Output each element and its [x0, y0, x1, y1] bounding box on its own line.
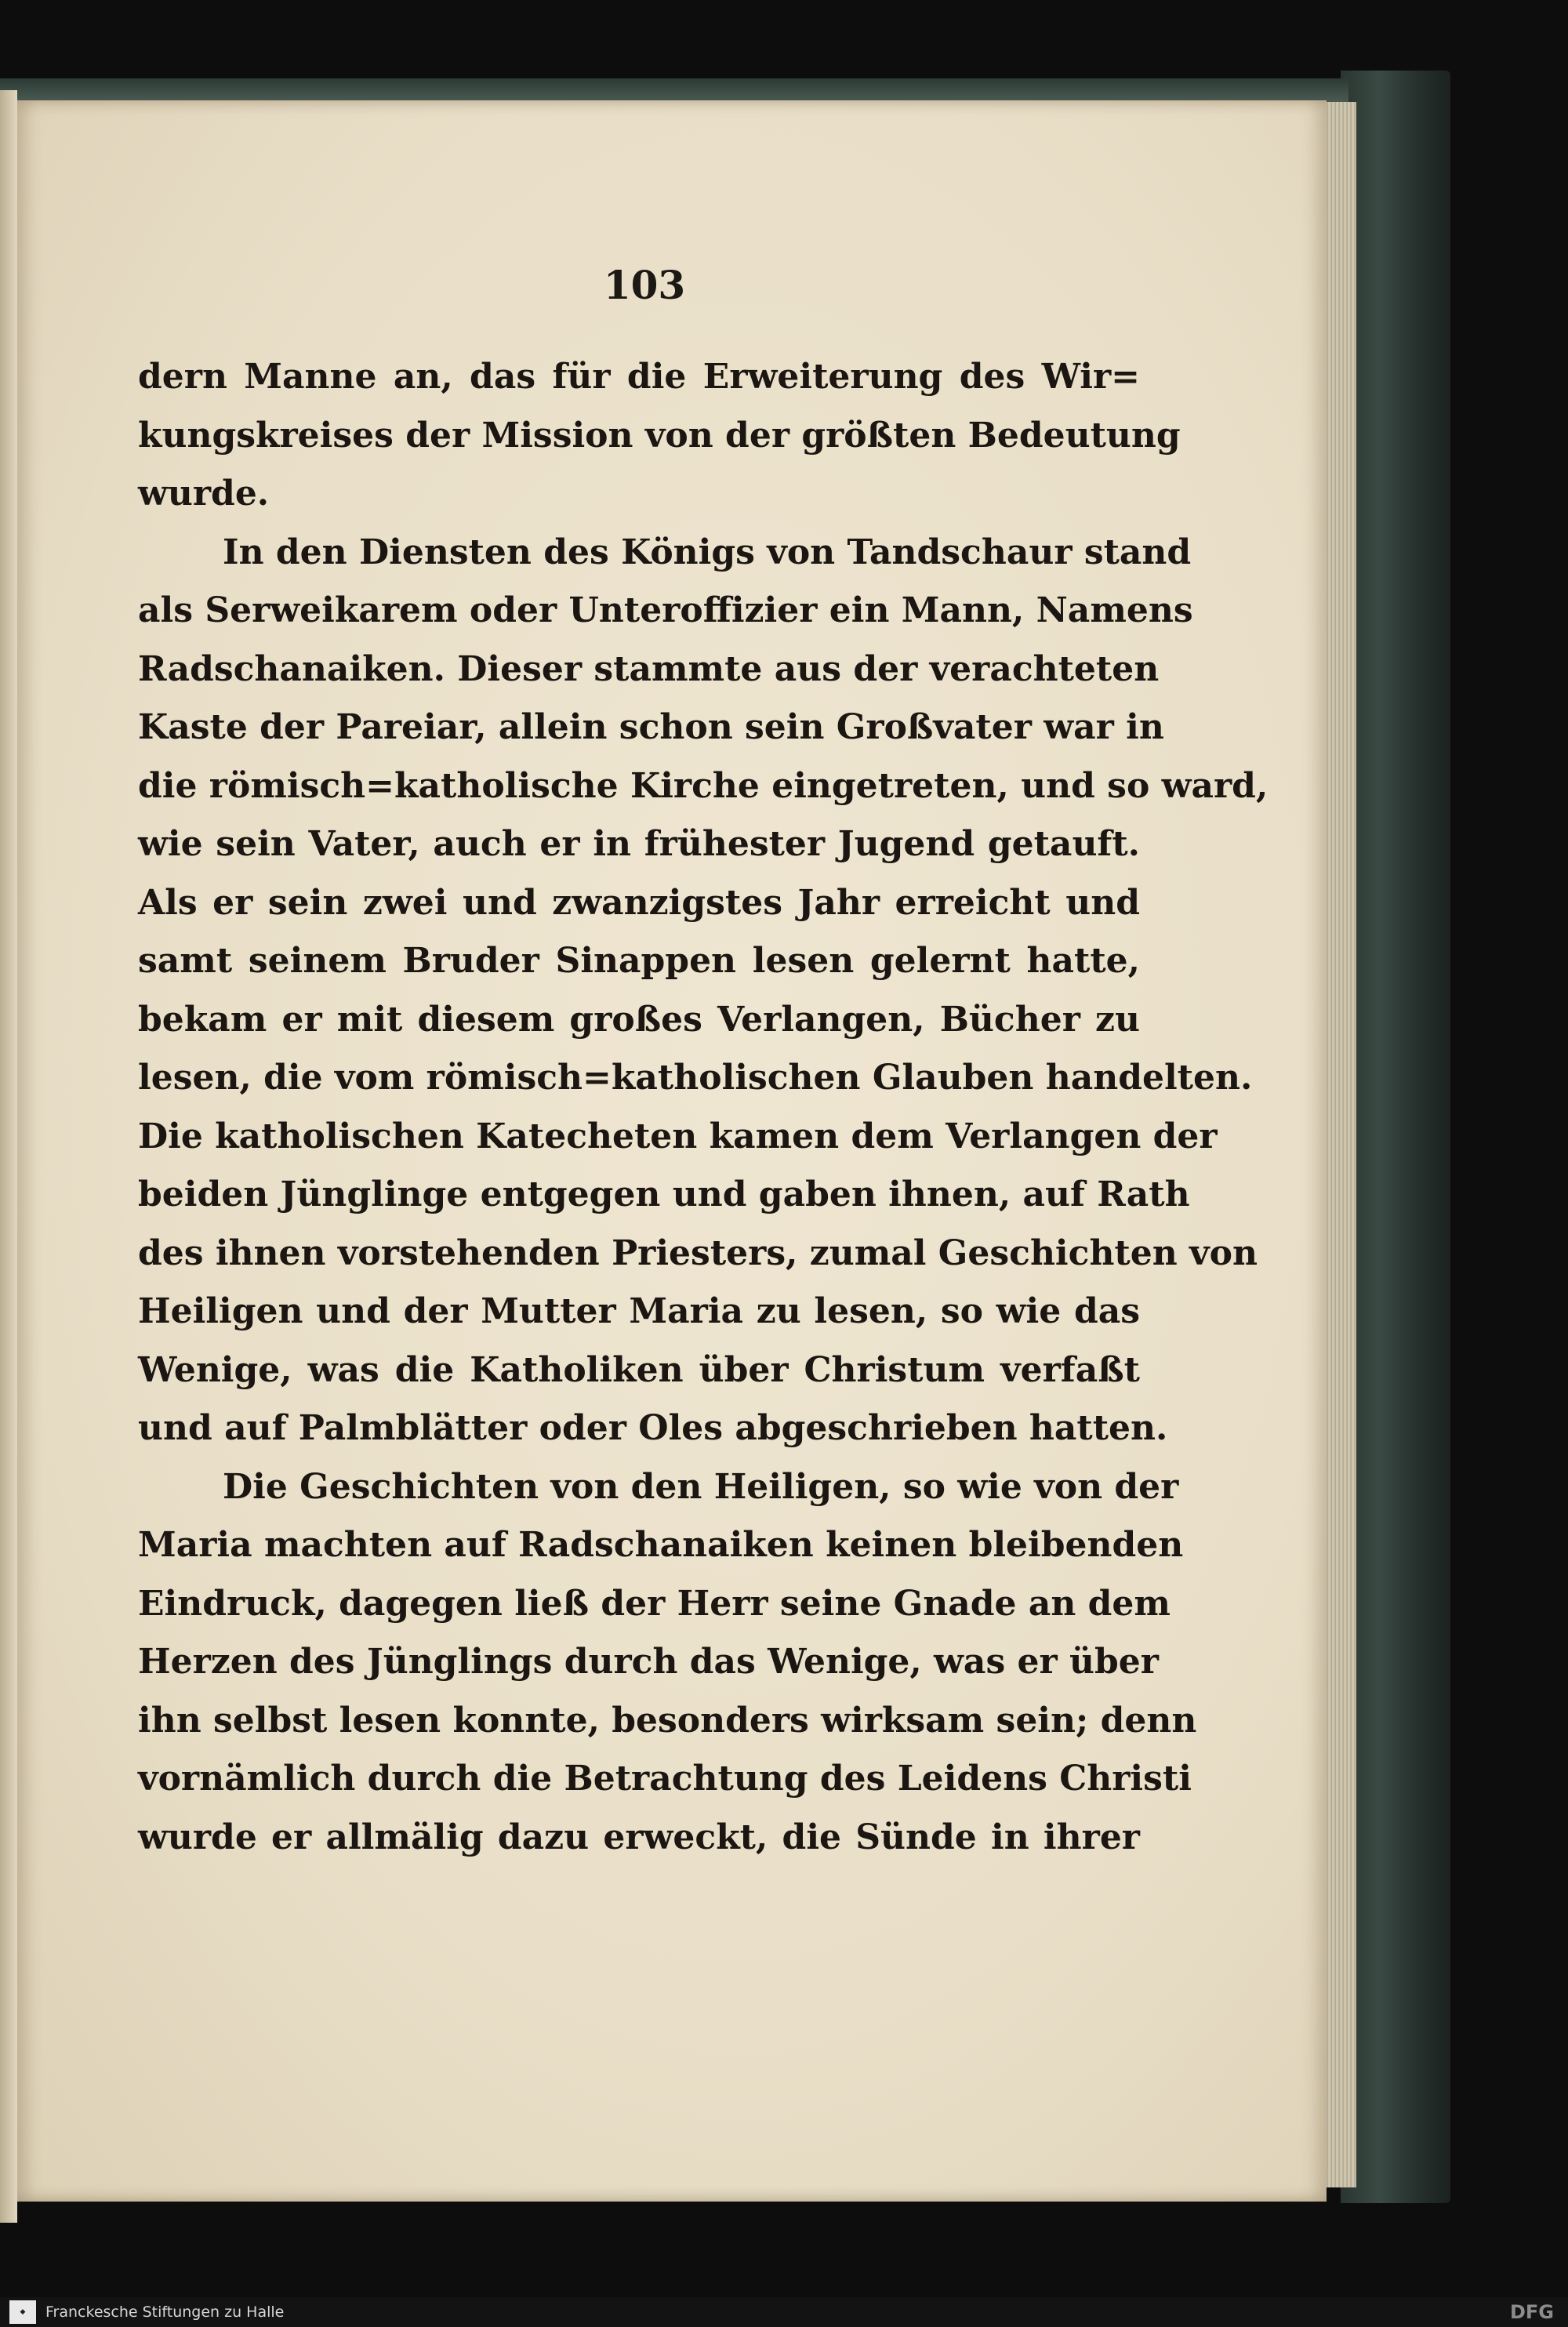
text-line: Als er sein zwei und zwanzigstes Jahr erreicht und	[138, 882, 1140, 923]
dfg-badge: DFG	[1509, 2301, 1554, 2323]
text-line: des ihnen vorstehenden Priesters, zumal Geschichten von	[138, 1232, 1258, 1273]
text-line: dern Manne an, das für die Erweiterung des Wir=	[138, 357, 1140, 397]
text-line: und auf Palmblätter oder Oles abgeschrieben hatten.	[138, 1408, 1168, 1448]
text-line: In den Diensten des Königs von Tandschaur stand	[223, 532, 1192, 572]
text-line: Eindruck, dagegen ließ der Herr seine Gnade an dem	[138, 1583, 1171, 1624]
text-line: Kaste der Pareiar, allein schon sein Großvater war in	[138, 707, 1164, 747]
text-line: vornämlich durch die Betrachtung des Leidens Christi	[138, 1759, 1192, 1799]
text-line: Wenige, was die Katholiken über Christum verfaßt	[138, 1349, 1140, 1390]
facing-page-edge	[0, 90, 17, 2223]
text-block	[138, 348, 1269, 1867]
text-line: die römisch=katholische Kirche eingetreten, und so ward,	[138, 765, 1269, 806]
text-line: Maria machten auf Radschanaiken keinen bleibenden	[138, 1525, 1184, 1565]
institution-label: Franckesche Stiftungen zu Halle	[45, 2303, 285, 2321]
francke-logo-icon: ◆	[9, 2300, 36, 2324]
text-line: Radschanaiken. Dieser stammte aus der verachteten	[138, 648, 1160, 689]
text-line: kungskreises der Mission von der größten Bedeutung	[138, 415, 1181, 456]
text-line: ihn selbst lesen konnte, besonders wirksam sein; denn	[138, 1700, 1197, 1741]
text-line: als Serweikarem oder Unteroffizier ein Mann, Namens	[138, 590, 1193, 630]
text-line: wurde er allmälig dazu erweckt, die Sünde in ihrer	[138, 1817, 1140, 1857]
text-line: wie sein Vater, auch er in frühester Jugend getauft.	[138, 824, 1140, 864]
text-line: lesen, die vom römisch=katholischen Glauben handelten.	[138, 1058, 1253, 1098]
text-line: bekam er mit diesem großes Verlangen, Bücher zu	[138, 999, 1140, 1040]
text-line: Die Geschichten von den Heiligen, so wie von der	[223, 1466, 1179, 1507]
book-cover	[1341, 71, 1450, 2203]
text-line: wurde.	[138, 474, 270, 514]
text-line: Die katholischen Katecheten kamen dem Verlangen der	[138, 1116, 1218, 1156]
book-top-edge	[0, 78, 1348, 102]
text-line: samt seinem Bruder Sinappen lesen gelernt hatte,	[138, 941, 1140, 981]
text-line: Herzen des Jünglings durch das Wenige, was er über	[138, 1642, 1159, 1682]
book-page	[17, 100, 1327, 2202]
text-line: Heiligen und der Mutter Maria zu lesen, so wie das	[138, 1291, 1140, 1331]
text-line: beiden Jünglinge entgegen und gaben ihnen, auf Rath	[138, 1174, 1190, 1214]
page-number: 103	[603, 262, 686, 308]
viewer-footer	[0, 2297, 1568, 2327]
